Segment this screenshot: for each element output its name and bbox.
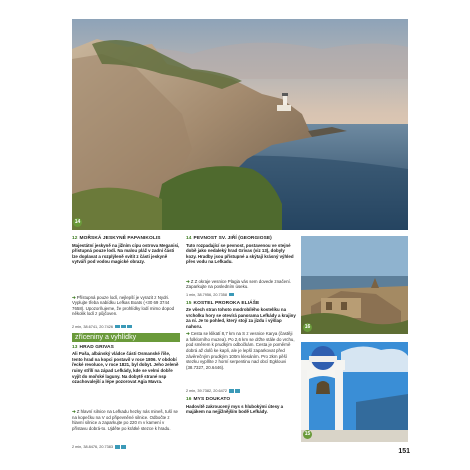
section-number: 12 [72,236,78,241]
photo-fortress-ruins [301,236,408,334]
section-body: Hadovitě zakroucený mys s hlubokými útesy a majákem na nejjižnějším bodě Lefkády. [186,403,284,415]
page-number: 151 [398,448,410,455]
arrow-icon: ➔ [72,294,76,300]
info-icon [235,389,240,393]
section-tip: ➔Z Z okraje vesnice Plagia vás sem dovede značení. Zaparkujte na posledním úseku. [186,278,291,290]
section-body: Ze všech stran tohoto modrobílého kostelíku na vrcholku hory se otevírá panorama Lefkády a krajiny za ní. Je to pohled, který stojí za jízdu i výšlap nahoru. [186,307,296,329]
section-meta: 2 min, 38.8476, 20.7383 [72,445,180,450]
info-icon [127,325,132,329]
info-icon [229,293,234,297]
arrow-icon: ➔ [186,331,190,337]
section-title-14: 14 PEVNOST SV. JIŘÍ (GEORGIOSE) [186,236,272,241]
section-number: 14 [186,236,192,241]
column-left [72,236,180,453]
info-icon [115,445,120,449]
hero-photo-cape-lighthouse [72,19,408,230]
section-number: 15 [186,300,192,306]
section-title-16: 16 MYS DOUKATO [186,397,231,403]
info-icon [229,389,234,393]
photo-number-badge: 14 [74,219,81,225]
section-meta: 2 min, 39.7382, 20.6472 [186,389,296,394]
info-icon [121,325,126,329]
column-middle [186,236,296,418]
section-tip: ➔Cesta se klikatí 8,7 km na S z vesnice Karya (častěji a folklorního muzea). Po 2,6 km se držte stále do vrchu, pod směrem k prudkým odbočkám. Cesta je poměrně dobrá až dolů ke kapli, ale je lepší zaparkovat před závěrečným prudkým 100m klesáním. Pro 2km pěší stezku vyplňte z horní serpentinu nad obcí Egklouvi (38.7327, 20.6446). [186,331,295,370]
photo-number-badge: 15 [304,431,311,437]
section-title-15: 15 KOSTEL PROROKA ELIÁŠE [186,300,260,306]
section-body: Ali Paša, albánský vládce části Osmanské říše, tento hrad na kopci postavil v roce 1806. V období řecké revoluce, v roce 1821, byl dobyt. Jeho zeleně ruiny střílí na západ Lefkády, kde se velmi dobře vyjít do mořské laguny. Na dobytě strané nsp ozachovalejší a lépe pozorovat Agia Mavra. [72,351,179,385]
section-tip: ➔Přístupná pouze lodí, nejlepší je vyrazit z Nydri. Vyplujte třeba nabídku Lefkas Boats (+30 69 3744 7658). Upozorňujeme, že prohlídky lodí mimo dopod několik lodí z půjčoven. [72,294,175,317]
section-title-13: 13 HRAD GRIVAS [72,344,114,350]
section-title-12: 12 MOŘSKÁ JESKYNĚ PAPANIKOLIS [72,236,161,241]
section-number: 13 [72,344,78,350]
info-icon [115,325,120,329]
arrow-icon: ➔ [72,409,76,415]
section-meta: 1 min, 38.7956, 20.7358 [186,293,296,298]
section-body: Majestátní jeskyně na jižním cípu ostrova Meganisi, přístupná pouze lodí. Na malou pláž v zadní části lze doplavat a rozplýleně svítit z části jeskyně vytváří pod vodou magické obrazy. [72,242,180,265]
photo-number-badge: 16 [304,324,311,330]
arrow-icon: ➔ [186,278,190,284]
section-number: 16 [186,397,192,403]
category-banner: zříceniny a vyhlídky [72,333,180,342]
info-icon [121,445,126,449]
section-tip: ➔Z hlavní silnice na Lefkadu hezky nás mineš, tuší se na kopečku na V od připevněné silnice. Odbočte z hlavní silnice a zaparkujte po 220 m v kamení v přístavu dobrá-to. Ujděte po krátké stezce k hradu. [72,409,178,431]
photo-chapel-bell [301,342,408,442]
section-meta: 2 min, 38.6741, 20.7426 [72,325,180,330]
section-body: Tuto rozpadající se pevnost, postavenou ve stejné době jako nedaleký hrad Grivas (viz 13), dobyly kozy. Hradby jsou přístupné a skýtají krásný výhled přes vodu na Lefkadu. [186,242,294,265]
